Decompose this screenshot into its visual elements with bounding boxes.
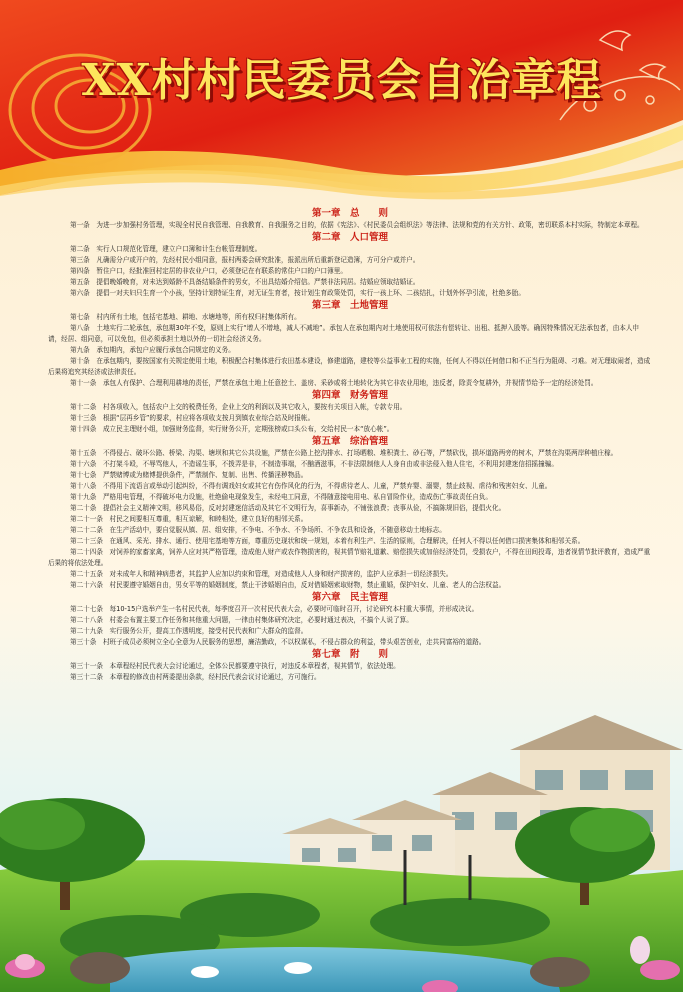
page-title: XX村村民委员会自治章程: [81, 55, 602, 106]
article: 第二十条 提倡社会主义精神文明，移风易俗，反对封建迷信活动及其它不文明行为，喜事新办，不铺张浪费；丧事从俭，不搞陈规旧俗，提倡火化。: [70, 504, 506, 512]
article: 第十二条 村各项收入，包括农户上交的税费任务，企业上交的利润以及其它收入，要按有关项目入帐，专款专用。: [70, 403, 407, 411]
chapter-heading: 第一章 总 则: [311, 208, 388, 219]
article: 第十五条 不得侵占、破坏公路、桥梁、沟渠、塘坝和其它公共设施，严禁在公路上挖沟排水、打场晒粮、堆积粪土、砂石等，严禁砍伐，损坏道路两旁的树木，严禁在沟渠两岸种植庄稼。: [70, 449, 618, 457]
article: 第二十二条 在生产活动中，要自觉服从镇、居、组安排，不争电、不争水、不争场所、不争农具和设备，不随意移动土地标志。: [70, 526, 446, 534]
chapter-heading: 第三章 土地管理: [311, 300, 388, 311]
article: 第二条 实行人口规范化管理，建立户口簿和计生台帐管理制度。: [70, 245, 262, 253]
article: 第八条 土地实行二轮承包，承包期30年不变，原则上实行“增人不增地，减人不减地”。承包人在承包期内对土地使用权可依法有偿转让、出租、抵押入股等。确因特殊情况无法承包者，由本人申请，经居、组同意，可以免包，但必须承担土地以外的一切社会经济义务。: [48, 324, 640, 343]
article: 第十九条 严格用电管理，不得破坏电力设施，杜绝偷电现象发生，未经电工同意，不得随意接电用电、私自冒险作业，造成伤亡事故责任自负。: [70, 493, 492, 501]
charter-text: [48, 207, 652, 683]
chapter-heading: 第五章 综治管理: [311, 436, 388, 447]
article: 第六条 提倡一对夫妇只生育一个小孩，坚持计划特证生育，对无证生育者，按计划生育政策处罚，实行一孩上环、二孩结扎，计划外怀孕引流，杜绝多胎。: [70, 289, 525, 297]
article: 第十一条 承包人有保护、合理利用耕地的责任，严禁在承包土地上任意挖土、盖房、采砂或将土地转化为其它非农业用地，违反者，除责令复耕外，并视情节给予一定的经济处罚。: [70, 379, 598, 387]
article: 第二十六条 村民要遵守婚姻自由，男女平等的婚姻制度，禁止干涉婚姻自由，反对借婚姻索取财物，禁止重婚，保护妇女、儿童、老人的合法权益。: [70, 581, 506, 589]
article: 第二十一条 村民之间要相互尊重，相互谅解，和睦相处，建立良好的相邻关系。: [70, 515, 308, 523]
article: 第二十四条 对饲养的家畜家禽，饲养人应对其严格管理，造成他人财产或农作物损害的，视其情节赔礼道歉、赔偿损失或加倍经济处罚，受损农户，不得在田间投毒，违者视情节批评教育，造成严重后果的将依法处理。: [48, 548, 651, 567]
article: 第十六条 不打架斗殴，不辱骂他人，不造谣生事，不拨弄是非，不制造事端，不酗酒滋事，不非法限制他人人身自由或非法侵入他人住宅，不利用封建迷信招摇撞骗。: [70, 460, 558, 468]
article: 第十条 在承包期内，要按国家有关规定使用土地，积极配合村集体进行农田基本建设，修建道路，建校等公益事业工程的实施，任何人不得以任何借口和不正当行为阻碍、刁难。对无理取闹者，造成后果将追究其经济或法律责任。: [48, 357, 651, 376]
article: 第三十二条 本章程的修改由村两委提出条款，经村民代表会议讨论通过，方可施行。: [70, 673, 321, 681]
article: 第三十条 村班子成员必须树立全心全意为人民服务的思想，廉洁勤政，不以权谋私，不侵占群众的利益，带头艰苦创业，走共同富裕的道路。: [70, 638, 486, 646]
article: 第二十五条 对未成年人和精神病患者，其监护人应加以约束和管理，对造成他人人身和财产损害的，监护人应承担一切经济损失。: [70, 570, 453, 578]
scenery-illustration: [0, 700, 683, 992]
chapter-heading: 第七章 附 则: [311, 649, 388, 660]
chapter-heading: 第四章 财务管理: [311, 390, 388, 401]
article: 第二十八条 村委会布置主要工作任务和其他重大问题，一律由村集体研究决定，必要时通过表决，不搞个人说了算。: [70, 616, 413, 624]
article: 第三条 凡确需分户或开户的，先经村民小组同意，报村两委会研究批准，报派出所后重新登记造簿，方可分户或并户。: [70, 256, 420, 264]
chapter-heading: 第二章 人口管理: [311, 232, 388, 243]
article: 第十三条 根据“层再乡管”的要求，村应将各项收支按月到镇农业综合站及时报帐。: [70, 414, 315, 422]
article: 第五条 提倡晚婚晚育，对未达到婚龄不具备结婚条件的男女，不出具结婚介绍信。严禁非法同居。结婚应领取结婚证。: [70, 278, 420, 286]
article: 第四条 暂住户口，经批准回村定居的非农业户口，必须登记在有联系的常住户口的户口簿里。: [70, 267, 347, 275]
article: 第一条 为进一步加强村务管理，实现全村民自我管理、自我教育、自我服务之目的，依据《宪法》、《村民委员会组织法》等法律、法规和党的有关方针、政策，密切联系本村实际，特制定本章程。: [70, 221, 644, 229]
chapter-heading: 第六章 民主管理: [311, 592, 388, 603]
article: 第二十三条 在通风、采光、排水、通行、使用宅基地等方面，尊重历史现状和统一规划，本着有利生产、生活的原则，合理解决，任何人不得以任何借口损害集体和相邻关系。: [70, 537, 585, 545]
article: 第二十九条 实行服务公开，提高工作透明度，接受村民代表和广大群众的监督。: [70, 627, 308, 635]
article: 第三十一条 本章程经村民代表大会讨论通过，全体公民都要遵守执行，对违反本章程者，视其情节，依法处理。: [70, 662, 400, 670]
article: 第九条 承包期内，承包户应履行承包合同规定的义务。: [70, 346, 235, 354]
article: 第十八条 不得用下流语言或举动引起纠纷，不得有调戏妇女或其它有伤作风化的行为，不得虐待老人、儿童，严禁弃婴、溺婴，禁止歧视、虐待和残害妇女、儿童。: [70, 482, 552, 490]
article: 第十七条 严禁赌博或为赌博提供条件，严禁制作、复制、出售、传播淫秽物品。: [70, 471, 308, 479]
article: 第二十七条 每10-15户选举产生一名村民代表，每季度召开一次村民代表大会，必要时可临时召开，讨论研究本村重大事情，并形成决议。: [70, 605, 479, 613]
article: 第七条 村内所有土地，包括宅基地、耕地、水塘地等，所有权归村集体所有。: [70, 313, 301, 321]
article: 第十四条 成立民主理财小组，加强财务监督，实行财务公开，定期张榜或口头公布，交给村民一本“放心帐”。: [70, 425, 394, 433]
